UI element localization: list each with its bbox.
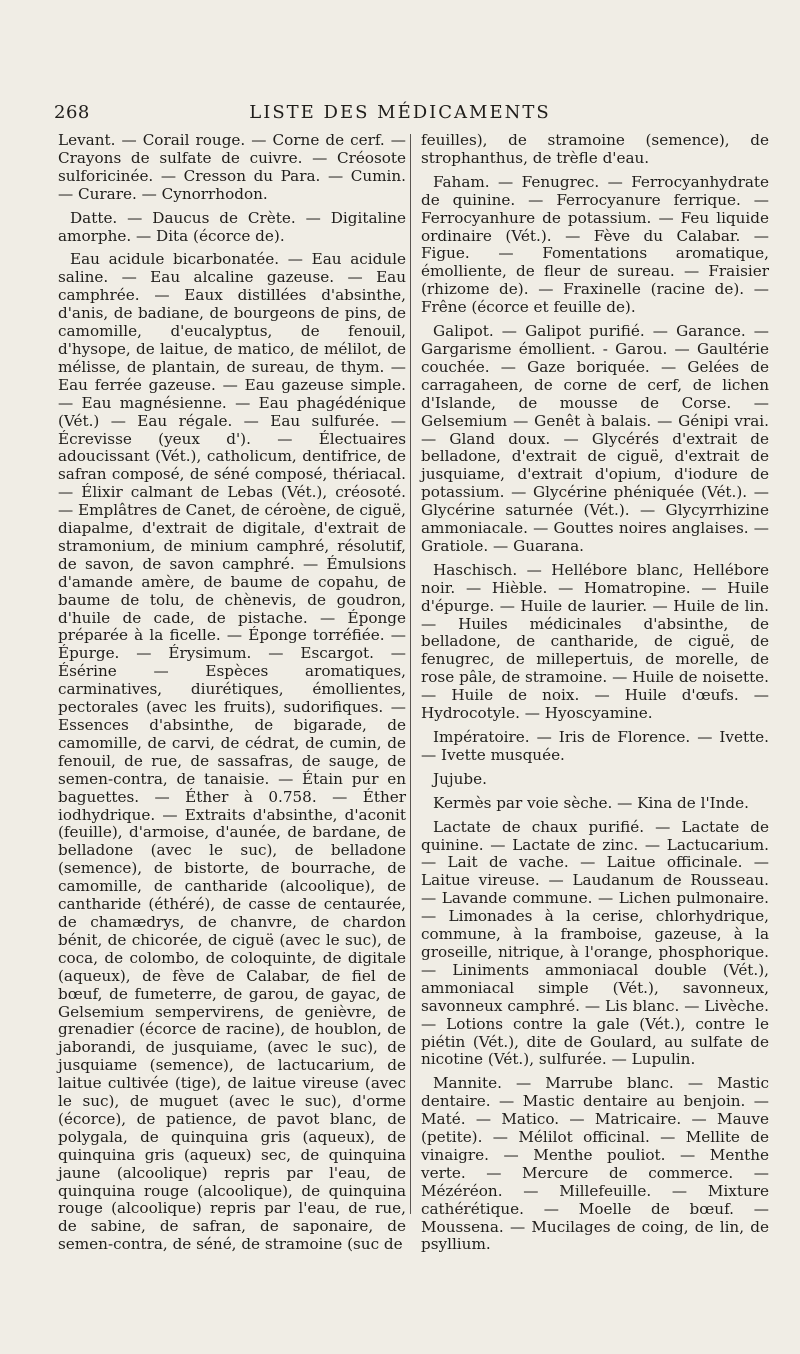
- entry-e-continued: feuilles), de stramoine (semence), de strophanthus, de trèfle d'eau.: [421, 131, 769, 167]
- right-column: [421, 132, 769, 1260]
- page-number: 268: [54, 102, 90, 123]
- entry-d: Datte. — Daucus de Crète. — Digitaline amorphe. — Dita (écorce de).: [58, 208, 406, 245]
- entry-f: Faham. — Fenugrec. — Ferrocyanhydrate de quinine. — Ferrocyanure ferrique. — Ferrocyanhure de potassium. — Feu liquide ordinaire (Vét.). — Fève du Calabar. — Figue. — Fomentations aromatique, émolliente, de fleur de sureau. — Fraisier (rhizome de). — Fraxinelle (racine de). — Frêne (écorce et feuille de).: [421, 172, 769, 317]
- entry-h: Haschisch. — Hellébore blanc, Hellébore noir. — Hièble. — Homatropine. — Huile d'épurge. — Huile de laurier. — Huile de lin. — Huiles médicinales d'absinthe, de belladone, de cantharide, de ciguë, de fenugrec, de millepertuis, de morelle, de rose pâle, de stramoine. — Huile de noisette. — Huile de noix. — Huile d'œufs. — Hydrocotyle. — Hyoscyamine.: [421, 560, 769, 723]
- entry-e: Eau acidule bicarbonatée. — Eau acidule saline. — Eau alcaline gazeuse. — Eau camphrée. — Eaux distillées d'absinthe, d'anis, de badiane, de bourgeons de pins, de camomille, d'eucalyptus, de fenouil, d'hysope, de laitue, de matico, de mélilot, de mélisse, de plantain, de sureau, de thym. — Eau ferrée gazeuse. — Eau gazeuse simple. — Eau magnésienne. — Eau phagédénique (Vét.) — Eau régale. — Eau sulfurée. — Écrevisse (yeux d'). — Électuaires adoucissant (Vét.), catholicum, dentifrice, de safran composé, de séné composé, thériacal. — Élixir calmant de Lebas (Vét.), créosoté. — Emplâtres de Canet, de céroène, de ciguë, diapalme, d'extrait de digitale, d'extrait de stramonium, de minium camphré, résolutif, de savon, de savon camphré. — Émulsions d'amande amère, de baume de copahu, de baume de tolu, de chènevis, de goudron, d'huile de cade, de pistache. — Éponge préparée à la ficelle. — Éponge torréfiée. — Épurge. — Érysimum. — Escargot. — Ésérine — Espèces aromatiques, carminatives, diurétiques, émollientes, pectorales (avec les fruits), sudorifiques. — Essences d'absinthe, de bigarade, de camomille, de carvi, de cédrat, de cumin, de fenouil, de rue, de sassafras, de sauge, de semen-contra, de tanaisie. — Étain pur en baguettes. — Éther à 0.758. — Éther iodhydrique. — Extraits d'absinthe, d'aconit (feuille), d'armoise, d'aunée, de bardane, de belladone (avec le suc), de belladone (semence), de bistorte, de bourrache, de camomille, de cantharide (alcoolique), de cantharide (éthéré), de casse de centaurée, de chamædrys, de chanvre, de chardon bénit, de chicorée, de ciguë (avec le suc), de coca, de colombo, de coloquinte, de digitale (aqueux), de fève de Calabar, de fiel de bœuf, de fumeterre, de garou, de gayac, de Gelsemium sempervirens, de genièvre, de grenadier (écorce de racine), de houblon, de jaborandi, de jusquiame, (avec le suc), de jusquiame (semence), de lactucarium, de laitue cultivée (tige), de laitue vireuse (avec le suc), de muguet (avec le suc), d'orme (écorce), de patience, de pavot blanc, de polygala, de quinquina gris (aqueux), de quinquina gris (aqueux) sec, de quinquina jaune (alcoolique) repris par l'eau, de quinquina rouge (alcoolique), de quinquina rouge (alcoolique) repris par l'eau, de rue, de sabine, de safran, de saponaire, de semen-contra, de séné, de stramoine (suc de: [58, 250, 406, 1254]
- entry-c: Levant. — Corail rouge. — Corne de cerf. — Crayons de sulfate de cuivre. — Créosote sulforicinée. — Cresson du Para. — Cumin. — Curare. — Cynorrhodon.: [58, 131, 406, 203]
- entry-g: Galipot. — Galipot purifié. — Garance. — Gargarisme émollient. - Garou. — Gaultérie couchée. — Gaze boriquée. — Gelées de carragaheen, de corne de cerf, de lichen d'Islande, de mousse de Corse. — Gelsemium — Genêt à balais. — Génipi vrai. — Gland doux. — Glycérés d'extrait de belladone, d'extrait de ciguë, d'extrait de jusquiame, d'extrait d'opium, d'iodure de potassium. — Glycérine phéniquée (Vét.). — Glycérine saturnée (Vét.). — Glycyrrhizine ammoniacale. — Gouttes noires anglaises. — Gratiole. — Guarana.: [421, 322, 769, 555]
- page-header: [54, 102, 746, 128]
- left-column: [58, 132, 406, 1260]
- running-title: LISTE DES MÉDICAMENTS: [249, 102, 551, 123]
- entry-l: Lactate de chaux purifié. — Lactate de quinine. — Lactate de zinc. — Lactucarium. — Lait de vache. — Laitue officinale. — Laitue vireuse. — Laudanum de Rousseau. — Lavande commune. — Lichen pulmonaire. — Limonades à la cerise, chlorhydrique, commune, à la framboise, gazeuse, à la groseille, nitrique, à l'orange, phosphorique. — Liniments ammoniacal double (Vét.), ammoniacal simple (Vét.), savonneux, savonneux camphré. — Lis blanc. — Livèche. — Lotions contre la gale (Vét.), contre le piétin (Vét.), dite de Goulard, au sulfate de nicotine (Vét.), sulfurée. — Lupulin.: [421, 817, 769, 1069]
- column-divider: [410, 134, 411, 1214]
- entry-m: Mannite. — Marrube blanc. — Mastic dentaire. — Mastic dentaire au benjoin. — Maté. — Matico. — Matricaire. — Mauve (petite). — Mélilot officinal. — Mellite de vinaigre. — Menthe pouliot. — Menthe verte. — Mercure de commerce. — Mézéréon. — Millefeuille. — Mixture cathérétique. — Moelle de bœuf. — Moussena. — Mucilages de coing, de lin, de psyllium.: [421, 1074, 769, 1254]
- entry-j: Jujube.: [433, 769, 487, 788]
- entry-k: Kermès par voie sèche. — Kina de l'Inde.: [433, 793, 749, 812]
- entry-i: Impératoire. — Iris de Florence. — Ivette. — Ivette musquée.: [421, 728, 769, 764]
